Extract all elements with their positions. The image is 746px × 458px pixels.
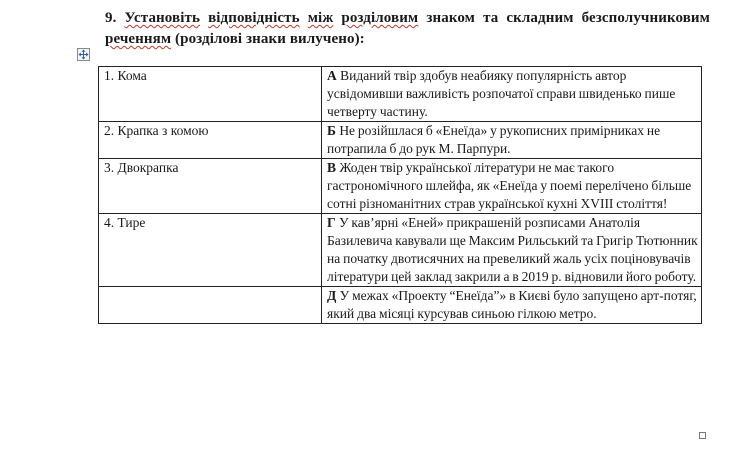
- resize-square-icon[interactable]: [699, 432, 706, 439]
- option-text: Виданий твір здобув неабияку популярність автор усвідомивши важливість розпочатої справи швиденько пише четверту частину.: [327, 68, 676, 119]
- sentence-cell: [322, 159, 702, 214]
- option-text: Не розійшлася б «Енеїда» у рукописних примірниках не потрапила б до рук М. Парпури.: [327, 123, 661, 156]
- task-word-5: знаком та складним безсполучниковим: [426, 10, 710, 26]
- task-word-1: Установіть: [124, 10, 200, 26]
- sentence-cell: [322, 214, 702, 287]
- punctuation-cell: [99, 159, 322, 214]
- punctuation-label: 4. Тире: [104, 215, 146, 230]
- task-word-6: реченням: [105, 31, 172, 47]
- punctuation-cell: [99, 122, 322, 159]
- option-letter: А: [327, 68, 337, 83]
- option-text: Жоден твір української літератури не має такого гастрономічного шлейфа, як «Енеїда у поемі перелічено більше сотні різноманітних страв української кухні XVIII століття!: [327, 160, 692, 211]
- sentence-cell: [322, 122, 702, 159]
- punctuation-label: 1. Кома: [104, 68, 147, 83]
- punctuation-cell: [99, 67, 322, 122]
- punctuation-cell: [99, 287, 322, 324]
- task-word-3: між: [307, 10, 334, 26]
- task-number: 9.: [105, 10, 117, 26]
- punctuation-cell: [99, 214, 322, 287]
- option-letter: Г: [327, 215, 336, 230]
- table-row: [99, 122, 702, 159]
- table-row: [99, 287, 702, 324]
- sentence-cell: [322, 67, 702, 122]
- option-text: У межах «Проекту “Енеїда”» в Києві було запущено арт-потяг, який два місяці курсував синьою гілкою метро.: [327, 288, 697, 321]
- task-word-7: (розділові знаки вилучено):: [175, 31, 365, 47]
- punctuation-label: 3. Двокрапка: [104, 160, 179, 175]
- punctuation-label: 2. Крапка з комою: [104, 123, 209, 138]
- task-word-4: розділовим: [341, 10, 419, 26]
- option-letter: В: [327, 160, 337, 175]
- table-row: [99, 67, 702, 122]
- matching-table: [98, 66, 702, 324]
- table-row: [99, 159, 702, 214]
- move-arrows-icon[interactable]: [77, 48, 90, 61]
- task-heading: [105, 8, 710, 50]
- sentence-cell: [322, 287, 702, 324]
- option-text: У кав’ярні «Еней» прикрашеній розписами Анатолія Базилевича кавували ще Максим Рильський та Григір Тютюнник на початку двотисячних на превеликий жаль усіх поціновувачів літератури цей заклад закрили а в 2019 р. відновили його роботу.: [327, 215, 698, 284]
- table-row: [99, 214, 702, 287]
- option-letter: Д: [327, 288, 337, 303]
- option-letter: Б: [327, 123, 336, 138]
- task-word-2: відповідність: [208, 10, 300, 26]
